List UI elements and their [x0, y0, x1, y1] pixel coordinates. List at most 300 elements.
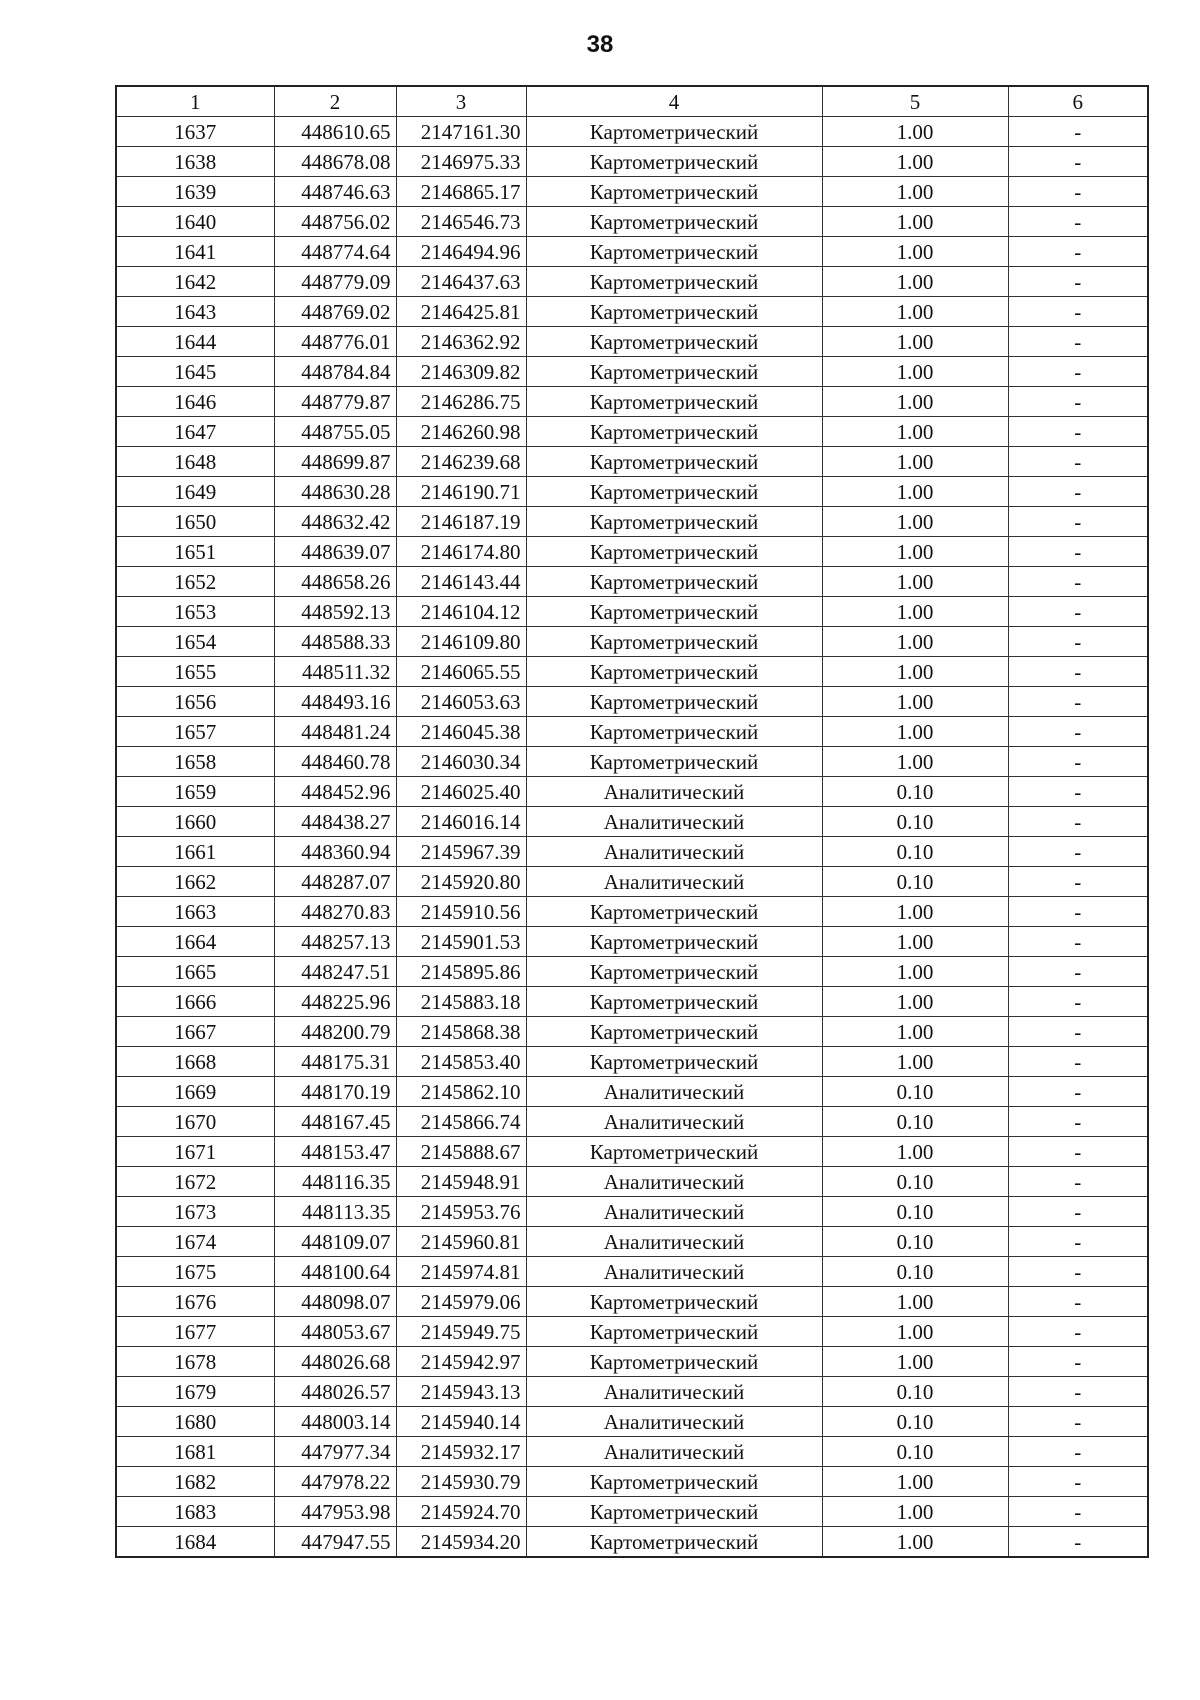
note-cell: -: [1008, 1137, 1148, 1167]
accuracy-cell: 1.00: [822, 1347, 1008, 1377]
y-coordinate-cell: 2145974.81: [396, 1257, 526, 1287]
column-header-3: 3: [396, 86, 526, 117]
accuracy-cell: 1.00: [822, 297, 1008, 327]
y-coordinate-cell: 2145953.76: [396, 1197, 526, 1227]
accuracy-cell: 0.10: [822, 1077, 1008, 1107]
method-cell: Картометрический: [526, 477, 822, 507]
table-row: [116, 1167, 1148, 1197]
point-number-cell: 1675: [116, 1257, 274, 1287]
y-coordinate-cell: 2146143.44: [396, 567, 526, 597]
point-number-cell: 1679: [116, 1377, 274, 1407]
x-coordinate-cell: 448678.08: [274, 147, 396, 177]
x-coordinate-cell: 448452.96: [274, 777, 396, 807]
y-coordinate-cell: 2146239.68: [396, 447, 526, 477]
table-row: [116, 507, 1148, 537]
accuracy-cell: 1.00: [822, 507, 1008, 537]
method-cell: Картометрический: [526, 1497, 822, 1527]
x-coordinate-cell: 448592.13: [274, 597, 396, 627]
y-coordinate-cell: 2146309.82: [396, 357, 526, 387]
note-cell: -: [1008, 1047, 1148, 1077]
accuracy-cell: 0.10: [822, 807, 1008, 837]
table-row: [116, 687, 1148, 717]
accuracy-cell: 0.10: [822, 1407, 1008, 1437]
column-header-4: 4: [526, 86, 822, 117]
point-number-cell: 1641: [116, 237, 274, 267]
y-coordinate-cell: 2145942.97: [396, 1347, 526, 1377]
accuracy-cell: 1.00: [822, 1137, 1008, 1167]
y-coordinate-cell: 2145888.67: [396, 1137, 526, 1167]
column-header-5: 5: [822, 86, 1008, 117]
method-cell: Картометрический: [526, 957, 822, 987]
y-coordinate-cell: 2145932.17: [396, 1437, 526, 1467]
note-cell: -: [1008, 1497, 1148, 1527]
method-cell: Аналитический: [526, 1377, 822, 1407]
point-number-cell: 1651: [116, 537, 274, 567]
accuracy-cell: 1.00: [822, 1047, 1008, 1077]
column-header-1: 1: [116, 86, 274, 117]
table-row: [116, 1257, 1148, 1287]
y-coordinate-cell: 2146494.96: [396, 237, 526, 267]
accuracy-cell: 1.00: [822, 177, 1008, 207]
method-cell: Картометрический: [526, 387, 822, 417]
note-cell: -: [1008, 1167, 1148, 1197]
method-cell: Картометрический: [526, 1527, 822, 1558]
y-coordinate-cell: 2146045.38: [396, 717, 526, 747]
method-cell: Картометрический: [526, 327, 822, 357]
table-body: [116, 117, 1148, 1558]
accuracy-cell: 1.00: [822, 717, 1008, 747]
x-coordinate-cell: 448100.64: [274, 1257, 396, 1287]
accuracy-cell: 0.10: [822, 1377, 1008, 1407]
method-cell: Аналитический: [526, 1167, 822, 1197]
method-cell: Картометрический: [526, 1347, 822, 1377]
method-cell: Аналитический: [526, 1197, 822, 1227]
point-number-cell: 1654: [116, 627, 274, 657]
table-row: [116, 207, 1148, 237]
x-coordinate-cell: 448776.01: [274, 327, 396, 357]
point-number-cell: 1669: [116, 1077, 274, 1107]
point-number-cell: 1640: [116, 207, 274, 237]
x-coordinate-cell: 447978.22: [274, 1467, 396, 1497]
method-cell: Картометрический: [526, 207, 822, 237]
table-row: [116, 597, 1148, 627]
table-row: [116, 357, 1148, 387]
x-coordinate-cell: 448257.13: [274, 927, 396, 957]
note-cell: -: [1008, 1407, 1148, 1437]
note-cell: -: [1008, 717, 1148, 747]
table-row: [116, 987, 1148, 1017]
table-row: [116, 267, 1148, 297]
accuracy-cell: 1.00: [822, 447, 1008, 477]
y-coordinate-cell: 2145967.39: [396, 837, 526, 867]
table-row: [116, 1467, 1148, 1497]
method-cell: Аналитический: [526, 1257, 822, 1287]
method-cell: Картометрический: [526, 897, 822, 927]
note-cell: -: [1008, 1257, 1148, 1287]
method-cell: Картометрический: [526, 717, 822, 747]
note-cell: -: [1008, 747, 1148, 777]
x-coordinate-cell: 448588.33: [274, 627, 396, 657]
note-cell: -: [1008, 147, 1148, 177]
note-cell: -: [1008, 117, 1148, 147]
note-cell: -: [1008, 597, 1148, 627]
accuracy-cell: 1.00: [822, 417, 1008, 447]
accuracy-cell: 1.00: [822, 537, 1008, 567]
table-row: [116, 717, 1148, 747]
point-number-cell: 1682: [116, 1467, 274, 1497]
method-cell: Картометрический: [526, 117, 822, 147]
note-cell: -: [1008, 387, 1148, 417]
x-coordinate-cell: 448247.51: [274, 957, 396, 987]
table-row: [116, 627, 1148, 657]
point-number-cell: 1657: [116, 717, 274, 747]
method-cell: Аналитический: [526, 1437, 822, 1467]
x-coordinate-cell: 448287.07: [274, 867, 396, 897]
y-coordinate-cell: 2145920.80: [396, 867, 526, 897]
method-cell: Аналитический: [526, 807, 822, 837]
table-row: [116, 297, 1148, 327]
point-number-cell: 1662: [116, 867, 274, 897]
accuracy-cell: 1.00: [822, 597, 1008, 627]
accuracy-cell: 1.00: [822, 897, 1008, 927]
table-row: [116, 537, 1148, 567]
y-coordinate-cell: 2145868.38: [396, 1017, 526, 1047]
x-coordinate-cell: 448784.84: [274, 357, 396, 387]
x-coordinate-cell: 447953.98: [274, 1497, 396, 1527]
y-coordinate-cell: 2145930.79: [396, 1467, 526, 1497]
y-coordinate-cell: 2145862.10: [396, 1077, 526, 1107]
table-row: [116, 447, 1148, 477]
note-cell: -: [1008, 357, 1148, 387]
table-row: [116, 1317, 1148, 1347]
point-number-cell: 1681: [116, 1437, 274, 1467]
note-cell: -: [1008, 267, 1148, 297]
y-coordinate-cell: 2145934.20: [396, 1527, 526, 1558]
table-row: [116, 1137, 1148, 1167]
accuracy-cell: 1.00: [822, 237, 1008, 267]
note-cell: -: [1008, 1347, 1148, 1377]
y-coordinate-cell: 2146104.12: [396, 597, 526, 627]
accuracy-cell: 1.00: [822, 927, 1008, 957]
x-coordinate-cell: 448460.78: [274, 747, 396, 777]
table-row: [116, 1287, 1148, 1317]
table-row: [116, 867, 1148, 897]
point-number-cell: 1660: [116, 807, 274, 837]
method-cell: Картометрический: [526, 1047, 822, 1077]
accuracy-cell: 0.10: [822, 777, 1008, 807]
y-coordinate-cell: 2145940.14: [396, 1407, 526, 1437]
x-coordinate-cell: 448270.83: [274, 897, 396, 927]
note-cell: -: [1008, 297, 1148, 327]
point-number-cell: 1638: [116, 147, 274, 177]
accuracy-cell: 1.00: [822, 327, 1008, 357]
point-number-cell: 1670: [116, 1107, 274, 1137]
point-number-cell: 1678: [116, 1347, 274, 1377]
y-coordinate-cell: 2145943.13: [396, 1377, 526, 1407]
method-cell: Картометрический: [526, 567, 822, 597]
table-row: [116, 777, 1148, 807]
point-number-cell: 1645: [116, 357, 274, 387]
x-coordinate-cell: 448113.35: [274, 1197, 396, 1227]
method-cell: Картометрический: [526, 1317, 822, 1347]
point-number-cell: 1671: [116, 1137, 274, 1167]
point-number-cell: 1644: [116, 327, 274, 357]
point-number-cell: 1642: [116, 267, 274, 297]
note-cell: -: [1008, 237, 1148, 267]
method-cell: Картометрический: [526, 417, 822, 447]
y-coordinate-cell: 2146190.71: [396, 477, 526, 507]
x-coordinate-cell: 448755.05: [274, 417, 396, 447]
y-coordinate-cell: 2146362.92: [396, 327, 526, 357]
note-cell: -: [1008, 1527, 1148, 1558]
coordinates-table: [115, 85, 1149, 1558]
table-row: [116, 1047, 1148, 1077]
note-cell: -: [1008, 777, 1148, 807]
point-number-cell: 1652: [116, 567, 274, 597]
column-header-2: 2: [274, 86, 396, 117]
table-row: [116, 1077, 1148, 1107]
table-row: [116, 1227, 1148, 1257]
y-coordinate-cell: 2146109.80: [396, 627, 526, 657]
table-row: [116, 927, 1148, 957]
method-cell: Картометрический: [526, 687, 822, 717]
y-coordinate-cell: 2146016.14: [396, 807, 526, 837]
table-row: [116, 177, 1148, 207]
note-cell: -: [1008, 567, 1148, 597]
x-coordinate-cell: 448116.35: [274, 1167, 396, 1197]
y-coordinate-cell: 2146065.55: [396, 657, 526, 687]
method-cell: Картометрический: [526, 237, 822, 267]
point-number-cell: 1674: [116, 1227, 274, 1257]
x-coordinate-cell: 448699.87: [274, 447, 396, 477]
x-coordinate-cell: 448779.09: [274, 267, 396, 297]
method-cell: Картометрический: [526, 177, 822, 207]
note-cell: -: [1008, 1017, 1148, 1047]
accuracy-cell: 0.10: [822, 1257, 1008, 1287]
accuracy-cell: 1.00: [822, 147, 1008, 177]
y-coordinate-cell: 2146030.34: [396, 747, 526, 777]
y-coordinate-cell: 2145901.53: [396, 927, 526, 957]
table-row: [116, 237, 1148, 267]
x-coordinate-cell: 448098.07: [274, 1287, 396, 1317]
point-number-cell: 1676: [116, 1287, 274, 1317]
note-cell: -: [1008, 957, 1148, 987]
table-row: [116, 477, 1148, 507]
x-coordinate-cell: 448481.24: [274, 717, 396, 747]
column-header-6: 6: [1008, 86, 1148, 117]
point-number-cell: 1647: [116, 417, 274, 447]
method-cell: Картометрический: [526, 357, 822, 387]
note-cell: -: [1008, 1377, 1148, 1407]
y-coordinate-cell: 2146260.98: [396, 417, 526, 447]
x-coordinate-cell: 448167.45: [274, 1107, 396, 1137]
x-coordinate-cell: 448170.19: [274, 1077, 396, 1107]
method-cell: Картометрический: [526, 1017, 822, 1047]
point-number-cell: 1659: [116, 777, 274, 807]
note-cell: -: [1008, 987, 1148, 1017]
y-coordinate-cell: 2145866.74: [396, 1107, 526, 1137]
point-number-cell: 1672: [116, 1167, 274, 1197]
point-number-cell: 1677: [116, 1317, 274, 1347]
y-coordinate-cell: 2146053.63: [396, 687, 526, 717]
accuracy-cell: 1.00: [822, 1017, 1008, 1047]
note-cell: -: [1008, 657, 1148, 687]
table-row: [116, 147, 1148, 177]
y-coordinate-cell: 2146187.19: [396, 507, 526, 537]
point-number-cell: 1673: [116, 1197, 274, 1227]
table-row: [116, 1497, 1148, 1527]
point-number-cell: 1665: [116, 957, 274, 987]
method-cell: Картометрический: [526, 747, 822, 777]
x-coordinate-cell: 448360.94: [274, 837, 396, 867]
x-coordinate-cell: 448153.47: [274, 1137, 396, 1167]
table-row: [116, 1407, 1148, 1437]
y-coordinate-cell: 2145979.06: [396, 1287, 526, 1317]
accuracy-cell: 1.00: [822, 747, 1008, 777]
accuracy-cell: 1.00: [822, 987, 1008, 1017]
y-coordinate-cell: 2145853.40: [396, 1047, 526, 1077]
point-number-cell: 1637: [116, 117, 274, 147]
method-cell: Картометрический: [526, 1287, 822, 1317]
method-cell: Аналитический: [526, 777, 822, 807]
accuracy-cell: 1.00: [822, 567, 1008, 597]
note-cell: -: [1008, 477, 1148, 507]
accuracy-cell: 0.10: [822, 867, 1008, 897]
accuracy-cell: 1.00: [822, 627, 1008, 657]
note-cell: -: [1008, 207, 1148, 237]
note-cell: -: [1008, 327, 1148, 357]
point-number-cell: 1649: [116, 477, 274, 507]
accuracy-cell: 1.00: [822, 1317, 1008, 1347]
x-coordinate-cell: 448511.32: [274, 657, 396, 687]
note-cell: -: [1008, 1197, 1148, 1227]
point-number-cell: 1680: [116, 1407, 274, 1437]
table-row: [116, 1377, 1148, 1407]
table-row: [116, 837, 1148, 867]
method-cell: Картометрический: [526, 297, 822, 327]
note-cell: -: [1008, 807, 1148, 837]
x-coordinate-cell: 448756.02: [274, 207, 396, 237]
y-coordinate-cell: 2145883.18: [396, 987, 526, 1017]
x-coordinate-cell: 448769.02: [274, 297, 396, 327]
x-coordinate-cell: 447947.55: [274, 1527, 396, 1558]
method-cell: Картометрический: [526, 537, 822, 567]
point-number-cell: 1656: [116, 687, 274, 717]
x-coordinate-cell: 448658.26: [274, 567, 396, 597]
point-number-cell: 1661: [116, 837, 274, 867]
accuracy-cell: 0.10: [822, 1227, 1008, 1257]
accuracy-cell: 1.00: [822, 1527, 1008, 1558]
accuracy-cell: 1.00: [822, 657, 1008, 687]
y-coordinate-cell: 2145948.91: [396, 1167, 526, 1197]
note-cell: -: [1008, 1227, 1148, 1257]
table-row: [116, 957, 1148, 987]
point-number-cell: 1666: [116, 987, 274, 1017]
note-cell: -: [1008, 177, 1148, 207]
method-cell: Картометрический: [526, 267, 822, 297]
x-coordinate-cell: 448746.63: [274, 177, 396, 207]
table-row: [116, 1107, 1148, 1137]
x-coordinate-cell: 448779.87: [274, 387, 396, 417]
method-cell: Картометрический: [526, 147, 822, 177]
method-cell: Картометрический: [526, 627, 822, 657]
point-number-cell: 1648: [116, 447, 274, 477]
accuracy-cell: 1.00: [822, 207, 1008, 237]
y-coordinate-cell: 2146865.17: [396, 177, 526, 207]
table-row: [116, 657, 1148, 687]
table-row: [116, 567, 1148, 597]
point-number-cell: 1655: [116, 657, 274, 687]
point-number-cell: 1667: [116, 1017, 274, 1047]
note-cell: -: [1008, 537, 1148, 567]
accuracy-cell: 1.00: [822, 117, 1008, 147]
table-row: [116, 117, 1148, 147]
y-coordinate-cell: 2146975.33: [396, 147, 526, 177]
accuracy-cell: 1.00: [822, 1467, 1008, 1497]
table-row: [116, 1017, 1148, 1047]
point-number-cell: 1664: [116, 927, 274, 957]
y-coordinate-cell: 2145895.86: [396, 957, 526, 987]
method-cell: Картометрический: [526, 987, 822, 1017]
table-row: [116, 807, 1148, 837]
note-cell: -: [1008, 627, 1148, 657]
note-cell: -: [1008, 867, 1148, 897]
accuracy-cell: 1.00: [822, 477, 1008, 507]
point-number-cell: 1643: [116, 297, 274, 327]
y-coordinate-cell: 2146025.40: [396, 777, 526, 807]
x-coordinate-cell: 448630.28: [274, 477, 396, 507]
table-header-row: [116, 86, 1148, 117]
method-cell: Картометрический: [526, 447, 822, 477]
accuracy-cell: 0.10: [822, 837, 1008, 867]
x-coordinate-cell: 448438.27: [274, 807, 396, 837]
point-number-cell: 1663: [116, 897, 274, 927]
point-number-cell: 1653: [116, 597, 274, 627]
table-row: [116, 327, 1148, 357]
x-coordinate-cell: 448026.68: [274, 1347, 396, 1377]
note-cell: -: [1008, 417, 1148, 447]
accuracy-cell: 1.00: [822, 1287, 1008, 1317]
note-cell: -: [1008, 1287, 1148, 1317]
y-coordinate-cell: 2145949.75: [396, 1317, 526, 1347]
x-coordinate-cell: 448610.65: [274, 117, 396, 147]
point-number-cell: 1668: [116, 1047, 274, 1077]
accuracy-cell: 1.00: [822, 687, 1008, 717]
note-cell: -: [1008, 687, 1148, 717]
method-cell: Аналитический: [526, 1077, 822, 1107]
y-coordinate-cell: 2145910.56: [396, 897, 526, 927]
point-number-cell: 1646: [116, 387, 274, 417]
note-cell: -: [1008, 447, 1148, 477]
x-coordinate-cell: 448225.96: [274, 987, 396, 1017]
accuracy-cell: 1.00: [822, 387, 1008, 417]
accuracy-cell: 1.00: [822, 1497, 1008, 1527]
x-coordinate-cell: 448493.16: [274, 687, 396, 717]
point-number-cell: 1658: [116, 747, 274, 777]
note-cell: -: [1008, 507, 1148, 537]
note-cell: -: [1008, 1437, 1148, 1467]
note-cell: -: [1008, 1317, 1148, 1347]
accuracy-cell: 1.00: [822, 267, 1008, 297]
accuracy-cell: 1.00: [822, 957, 1008, 987]
point-number-cell: 1683: [116, 1497, 274, 1527]
method-cell: Аналитический: [526, 837, 822, 867]
x-coordinate-cell: 448200.79: [274, 1017, 396, 1047]
point-number-cell: 1684: [116, 1527, 274, 1558]
accuracy-cell: 1.00: [822, 357, 1008, 387]
x-coordinate-cell: 448632.42: [274, 507, 396, 537]
method-cell: Аналитический: [526, 1107, 822, 1137]
